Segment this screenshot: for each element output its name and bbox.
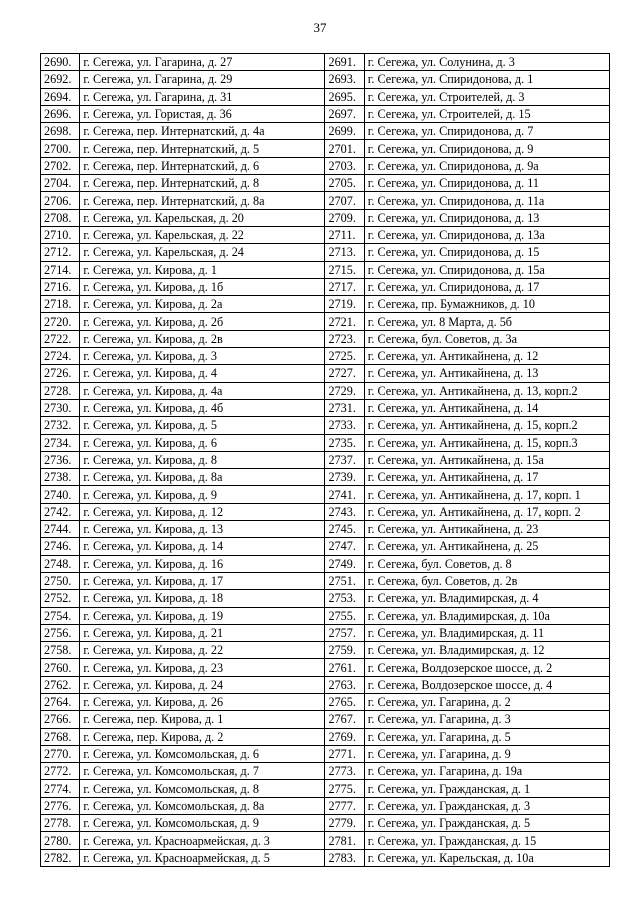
address-right: г. Сегежа, ул. Антикайнена, д. 15, корп.2 bbox=[364, 417, 609, 434]
entry-number-left: 2712. bbox=[41, 244, 80, 261]
address-left: г. Сегежа, ул. Кирова, д. 4б bbox=[80, 399, 325, 416]
table-row bbox=[41, 503, 610, 520]
address-right: г. Сегежа, ул. Спиридонова, д. 11а bbox=[364, 192, 609, 209]
address-right: г. Сегежа, ул. Гагарина, д. 9 bbox=[364, 745, 609, 762]
table-row bbox=[41, 590, 610, 607]
entry-number-left: 2710. bbox=[41, 226, 80, 243]
entry-number-left: 2690. bbox=[41, 54, 80, 71]
entry-number-right: 2691. bbox=[325, 54, 364, 71]
entry-number-right: 2743. bbox=[325, 503, 364, 520]
address-right: г. Сегежа, ул. Антикайнена, д. 23 bbox=[364, 521, 609, 538]
entry-number-right: 2753. bbox=[325, 590, 364, 607]
entry-number-left: 2774. bbox=[41, 780, 80, 797]
table-row bbox=[41, 330, 610, 347]
address-left: г. Сегежа, пер. Интернатский, д. 6 bbox=[80, 157, 325, 174]
entry-number-right: 2737. bbox=[325, 451, 364, 468]
entry-number-right: 2769. bbox=[325, 728, 364, 745]
table-row bbox=[41, 607, 610, 624]
entry-number-left: 2758. bbox=[41, 642, 80, 659]
address-right: г. Сегежа, ул. Владимирская, д. 11 bbox=[364, 624, 609, 641]
table-row bbox=[41, 157, 610, 174]
table-row bbox=[41, 54, 610, 71]
address-right: г. Сегежа, бул. Советов, д. 3а bbox=[364, 330, 609, 347]
address-left: г. Сегежа, ул. Гагарина, д. 31 bbox=[80, 88, 325, 105]
address-registry-table bbox=[40, 53, 610, 867]
address-left: г. Сегежа, ул. Кирова, д. 22 bbox=[80, 642, 325, 659]
address-left: г. Сегежа, ул. Кирова, д. 1 bbox=[80, 261, 325, 278]
page-number: 37 bbox=[313, 20, 327, 35]
address-left: г. Сегежа, ул. Карельская, д. 24 bbox=[80, 244, 325, 261]
table-row bbox=[41, 745, 610, 762]
entry-number-left: 2740. bbox=[41, 486, 80, 503]
entry-number-left: 2762. bbox=[41, 676, 80, 693]
entry-number-left: 2756. bbox=[41, 624, 80, 641]
entry-number-right: 2745. bbox=[325, 521, 364, 538]
table-row bbox=[41, 365, 610, 382]
table-row bbox=[41, 88, 610, 105]
address-left: г. Сегежа, ул. Кирова, д. 2б bbox=[80, 313, 325, 330]
address-left: г. Сегежа, ул. Красноармейская, д. 5 bbox=[80, 849, 325, 866]
entry-number-right: 2693. bbox=[325, 71, 364, 88]
address-right: г. Сегежа, Волдозерское шоссе, д. 2 bbox=[364, 659, 609, 676]
address-left: г. Сегежа, ул. Кирова, д. 8 bbox=[80, 451, 325, 468]
entry-number-right: 2699. bbox=[325, 123, 364, 140]
table-row bbox=[41, 123, 610, 140]
address-right: г. Сегежа, ул. Спиридонова, д. 15 bbox=[364, 244, 609, 261]
entry-number-left: 2698. bbox=[41, 123, 80, 140]
table-row bbox=[41, 642, 610, 659]
address-left: г. Сегежа, ул. Кирова, д. 13 bbox=[80, 521, 325, 538]
address-left: г. Сегежа, пер. Кирова, д. 1 bbox=[80, 711, 325, 728]
address-right: г. Сегежа, ул. Спиридонова, д. 7 bbox=[364, 123, 609, 140]
address-left: г. Сегежа, ул. Кирова, д. 3 bbox=[80, 348, 325, 365]
table-row bbox=[41, 434, 610, 451]
address-right: г. Сегежа, ул. Антикайнена, д. 13, корп.2 bbox=[364, 382, 609, 399]
entry-number-right: 2781. bbox=[325, 832, 364, 849]
entry-number-left: 2726. bbox=[41, 365, 80, 382]
entry-number-right: 2773. bbox=[325, 763, 364, 780]
table-row bbox=[41, 261, 610, 278]
entry-number-right: 2697. bbox=[325, 105, 364, 122]
address-left: г. Сегежа, ул. Карельская, д. 22 bbox=[80, 226, 325, 243]
address-left: г. Сегежа, пер. Интернатский, д. 8а bbox=[80, 192, 325, 209]
address-right: г. Сегежа, ул. Гагарина, д. 3 bbox=[364, 711, 609, 728]
address-right: г. Сегежа, ул. Владимирская, д. 4 bbox=[364, 590, 609, 607]
entry-number-right: 2721. bbox=[325, 313, 364, 330]
address-right: г. Сегежа, ул. Строителей, д. 15 bbox=[364, 105, 609, 122]
table-row bbox=[41, 451, 610, 468]
entry-number-left: 2716. bbox=[41, 278, 80, 295]
address-right: г. Сегежа, ул. Спиридонова, д. 15а bbox=[364, 261, 609, 278]
entry-number-right: 2783. bbox=[325, 849, 364, 866]
address-left: г. Сегежа, ул. Комсомольская, д. 7 bbox=[80, 763, 325, 780]
entry-number-left: 2724. bbox=[41, 348, 80, 365]
address-left: г. Сегежа, ул. Кирова, д. 26 bbox=[80, 693, 325, 710]
entry-number-left: 2782. bbox=[41, 849, 80, 866]
address-left: г. Сегежа, ул. Кирова, д. 19 bbox=[80, 607, 325, 624]
table-row bbox=[41, 313, 610, 330]
table-row bbox=[41, 105, 610, 122]
entry-number-left: 2728. bbox=[41, 382, 80, 399]
entry-number-right: 2701. bbox=[325, 140, 364, 157]
address-right: г. Сегежа, ул. Антикайнена, д. 15, корп.3 bbox=[364, 434, 609, 451]
address-left: г. Сегежа, ул. Комсомольская, д. 8а bbox=[80, 797, 325, 814]
entry-number-right: 2761. bbox=[325, 659, 364, 676]
entry-number-left: 2734. bbox=[41, 434, 80, 451]
address-right: г. Сегежа, ул. Антикайнена, д. 13 bbox=[364, 365, 609, 382]
address-left: г. Сегежа, ул. Гагарина, д. 29 bbox=[80, 71, 325, 88]
address-right: г. Сегежа, ул. Спиридонова, д. 9 bbox=[364, 140, 609, 157]
entry-number-right: 2759. bbox=[325, 642, 364, 659]
address-right: г. Сегежа, ул. Карельская, д. 10а bbox=[364, 849, 609, 866]
address-left: г. Сегежа, ул. Кирова, д. 8а bbox=[80, 469, 325, 486]
entry-number-left: 2704. bbox=[41, 175, 80, 192]
address-right: г. Сегежа, ул. Солунина, д. 3 bbox=[364, 54, 609, 71]
address-right: г. Сегежа, ул. Гагарина, д. 2 bbox=[364, 693, 609, 710]
entry-number-left: 2766. bbox=[41, 711, 80, 728]
entry-number-left: 2702. bbox=[41, 157, 80, 174]
entry-number-right: 2763. bbox=[325, 676, 364, 693]
address-right: г. Сегежа, бул. Советов, д. 2в bbox=[364, 572, 609, 589]
table-row bbox=[41, 538, 610, 555]
address-right: г. Сегежа, ул. Владимирская, д. 10а bbox=[364, 607, 609, 624]
entry-number-left: 2776. bbox=[41, 797, 80, 814]
address-left: г. Сегежа, ул. Комсомольская, д. 9 bbox=[80, 815, 325, 832]
entry-number-left: 2746. bbox=[41, 538, 80, 555]
table-row bbox=[41, 469, 610, 486]
address-left: г. Сегежа, пер. Интернатский, д. 5 bbox=[80, 140, 325, 157]
entry-number-left: 2694. bbox=[41, 88, 80, 105]
address-left: г. Сегежа, ул. Гористая, д. 36 bbox=[80, 105, 325, 122]
address-right: г. Сегежа, ул. Гражданская, д. 3 bbox=[364, 797, 609, 814]
address-left: г. Сегежа, ул. Кирова, д. 2а bbox=[80, 296, 325, 313]
address-right: г. Сегежа, пр. Бумажников, д. 10 bbox=[364, 296, 609, 313]
address-right: г. Сегежа, ул. Спиридонова, д. 11 bbox=[364, 175, 609, 192]
address-left: г. Сегежа, ул. Карельская, д. 20 bbox=[80, 209, 325, 226]
entry-number-left: 2750. bbox=[41, 572, 80, 589]
address-left: г. Сегежа, ул. Кирова, д. 1б bbox=[80, 278, 325, 295]
address-left: г. Сегежа, ул. Кирова, д. 4а bbox=[80, 382, 325, 399]
entry-number-right: 2705. bbox=[325, 175, 364, 192]
address-left: г. Сегежа, ул. Кирова, д. 5 bbox=[80, 417, 325, 434]
table-row bbox=[41, 659, 610, 676]
entry-number-left: 2720. bbox=[41, 313, 80, 330]
registry-body bbox=[41, 54, 610, 867]
entry-number-left: 2742. bbox=[41, 503, 80, 520]
table-row bbox=[41, 226, 610, 243]
table-row bbox=[41, 693, 610, 710]
table-row bbox=[41, 417, 610, 434]
address-left: г. Сегежа, ул. Кирова, д. 4 bbox=[80, 365, 325, 382]
entry-number-left: 2744. bbox=[41, 521, 80, 538]
entry-number-right: 2771. bbox=[325, 745, 364, 762]
entry-number-right: 2713. bbox=[325, 244, 364, 261]
table-row bbox=[41, 555, 610, 572]
table-row bbox=[41, 711, 610, 728]
address-right: г. Сегежа, ул. Гражданская, д. 15 bbox=[364, 832, 609, 849]
table-row bbox=[41, 780, 610, 797]
entry-number-right: 2767. bbox=[325, 711, 364, 728]
entry-number-right: 2741. bbox=[325, 486, 364, 503]
address-left: г. Сегежа, ул. Кирова, д. 17 bbox=[80, 572, 325, 589]
address-right: г. Сегежа, ул. Антикайнена, д. 15а bbox=[364, 451, 609, 468]
entry-number-right: 2719. bbox=[325, 296, 364, 313]
entry-number-right: 2711. bbox=[325, 226, 364, 243]
entry-number-right: 2765. bbox=[325, 693, 364, 710]
address-right: г. Сегежа, ул. Гражданская, д. 5 bbox=[364, 815, 609, 832]
table-row bbox=[41, 71, 610, 88]
table-row bbox=[41, 797, 610, 814]
entry-number-right: 2709. bbox=[325, 209, 364, 226]
address-right: г. Сегежа, Волдозерское шоссе, д. 4 bbox=[364, 676, 609, 693]
entry-number-right: 2755. bbox=[325, 607, 364, 624]
table-row bbox=[41, 486, 610, 503]
address-right: г. Сегежа, ул. Антикайнена, д. 17, корп. 2 bbox=[364, 503, 609, 520]
entry-number-right: 2733. bbox=[325, 417, 364, 434]
address-left: г. Сегежа, ул. Кирова, д. 9 bbox=[80, 486, 325, 503]
table-row bbox=[41, 382, 610, 399]
entry-number-left: 2748. bbox=[41, 555, 80, 572]
entry-number-left: 2732. bbox=[41, 417, 80, 434]
table-row bbox=[41, 244, 610, 261]
address-right: г. Сегежа, ул. Строителей, д. 3 bbox=[364, 88, 609, 105]
entry-number-left: 2778. bbox=[41, 815, 80, 832]
entry-number-right: 2735. bbox=[325, 434, 364, 451]
table-row bbox=[41, 296, 610, 313]
entry-number-right: 2725. bbox=[325, 348, 364, 365]
table-row bbox=[41, 140, 610, 157]
address-left: г. Сегежа, ул. Красноармейская, д. 3 bbox=[80, 832, 325, 849]
entry-number-right: 2757. bbox=[325, 624, 364, 641]
table-row bbox=[41, 763, 610, 780]
table-row bbox=[41, 278, 610, 295]
table-row bbox=[41, 624, 610, 641]
address-right: г. Сегежа, ул. Антикайнена, д. 14 bbox=[364, 399, 609, 416]
entry-number-right: 2777. bbox=[325, 797, 364, 814]
entry-number-left: 2722. bbox=[41, 330, 80, 347]
entry-number-right: 2695. bbox=[325, 88, 364, 105]
table-row bbox=[41, 521, 610, 538]
address-right: г. Сегежа, ул. Гагарина, д. 5 bbox=[364, 728, 609, 745]
table-row bbox=[41, 175, 610, 192]
address-left: г. Сегежа, ул. Кирова, д. 24 bbox=[80, 676, 325, 693]
table-row bbox=[41, 832, 610, 849]
address-right: г. Сегежа, ул. Антикайнена, д. 12 bbox=[364, 348, 609, 365]
address-left: г. Сегежа, ул. Кирова, д. 23 bbox=[80, 659, 325, 676]
address-left: г. Сегежа, ул. Кирова, д. 16 bbox=[80, 555, 325, 572]
entry-number-right: 2749. bbox=[325, 555, 364, 572]
entry-number-right: 2707. bbox=[325, 192, 364, 209]
address-right: г. Сегежа, ул. Спиридонова, д. 1 bbox=[364, 71, 609, 88]
address-right: г. Сегежа, ул. Спиридонова, д. 17 bbox=[364, 278, 609, 295]
table-row bbox=[41, 728, 610, 745]
table-row bbox=[41, 572, 610, 589]
address-right: г. Сегежа, ул. Спиридонова, д. 13 bbox=[364, 209, 609, 226]
address-left: г. Сегежа, ул. Кирова, д. 18 bbox=[80, 590, 325, 607]
entry-number-right: 2739. bbox=[325, 469, 364, 486]
entry-number-right: 2779. bbox=[325, 815, 364, 832]
entry-number-left: 2770. bbox=[41, 745, 80, 762]
entry-number-left: 2730. bbox=[41, 399, 80, 416]
entry-number-left: 2768. bbox=[41, 728, 80, 745]
entry-number-right: 2727. bbox=[325, 365, 364, 382]
entry-number-left: 2752. bbox=[41, 590, 80, 607]
entry-number-right: 2729. bbox=[325, 382, 364, 399]
table-row bbox=[41, 209, 610, 226]
address-right: г. Сегежа, ул. Гагарина, д. 19а bbox=[364, 763, 609, 780]
address-left: г. Сегежа, ул. Кирова, д. 12 bbox=[80, 503, 325, 520]
table-row bbox=[41, 849, 610, 866]
address-left: г. Сегежа, ул. Комсомольская, д. 6 bbox=[80, 745, 325, 762]
address-left: г. Сегежа, ул. Комсомольская, д. 8 bbox=[80, 780, 325, 797]
entry-number-right: 2751. bbox=[325, 572, 364, 589]
entry-number-right: 2717. bbox=[325, 278, 364, 295]
address-left: г. Сегежа, ул. Гагарина, д. 27 bbox=[80, 54, 325, 71]
address-left: г. Сегежа, ул. Кирова, д. 6 bbox=[80, 434, 325, 451]
entry-number-left: 2718. bbox=[41, 296, 80, 313]
address-left: г. Сегежа, пер. Интернатский, д. 4а bbox=[80, 123, 325, 140]
address-left: г. Сегежа, пер. Интернатский, д. 8 bbox=[80, 175, 325, 192]
address-right: г. Сегежа, ул. Владимирская, д. 12 bbox=[364, 642, 609, 659]
entry-number-right: 2775. bbox=[325, 780, 364, 797]
table-row bbox=[41, 192, 610, 209]
entry-number-right: 2723. bbox=[325, 330, 364, 347]
entry-number-left: 2700. bbox=[41, 140, 80, 157]
entry-number-left: 2696. bbox=[41, 105, 80, 122]
address-left: г. Сегежа, ул. Кирова, д. 14 bbox=[80, 538, 325, 555]
address-right: г. Сегежа, ул. Антикайнена, д. 17 bbox=[364, 469, 609, 486]
table-row bbox=[41, 399, 610, 416]
entry-number-left: 2692. bbox=[41, 71, 80, 88]
address-left: г. Сегежа, пер. Кирова, д. 2 bbox=[80, 728, 325, 745]
entry-number-left: 2714. bbox=[41, 261, 80, 278]
address-right: г. Сегежа, ул. Спиридонова, д. 13а bbox=[364, 226, 609, 243]
address-right: г. Сегежа, бул. Советов, д. 8 bbox=[364, 555, 609, 572]
address-left: г. Сегежа, ул. Кирова, д. 21 bbox=[80, 624, 325, 641]
entry-number-left: 2772. bbox=[41, 763, 80, 780]
entry-number-left: 2736. bbox=[41, 451, 80, 468]
address-right: г. Сегежа, ул. 8 Марта, д. 5б bbox=[364, 313, 609, 330]
entry-number-left: 2738. bbox=[41, 469, 80, 486]
entry-number-right: 2747. bbox=[325, 538, 364, 555]
table-row bbox=[41, 348, 610, 365]
entry-number-left: 2760. bbox=[41, 659, 80, 676]
address-right: г. Сегежа, ул. Антикайнена, д. 25 bbox=[364, 538, 609, 555]
address-right: г. Сегежа, ул. Антикайнена, д. 17, корп. 1 bbox=[364, 486, 609, 503]
table-row bbox=[41, 815, 610, 832]
entry-number-right: 2715. bbox=[325, 261, 364, 278]
entry-number-left: 2754. bbox=[41, 607, 80, 624]
address-left: г. Сегежа, ул. Кирова, д. 2в bbox=[80, 330, 325, 347]
address-right: г. Сегежа, ул. Гражданская, д. 1 bbox=[364, 780, 609, 797]
entry-number-left: 2764. bbox=[41, 693, 80, 710]
entry-number-right: 2731. bbox=[325, 399, 364, 416]
table-row bbox=[41, 676, 610, 693]
entry-number-left: 2708. bbox=[41, 209, 80, 226]
entry-number-left: 2706. bbox=[41, 192, 80, 209]
address-right: г. Сегежа, ул. Спиридонова, д. 9а bbox=[364, 157, 609, 174]
entry-number-right: 2703. bbox=[325, 157, 364, 174]
entry-number-left: 2780. bbox=[41, 832, 80, 849]
